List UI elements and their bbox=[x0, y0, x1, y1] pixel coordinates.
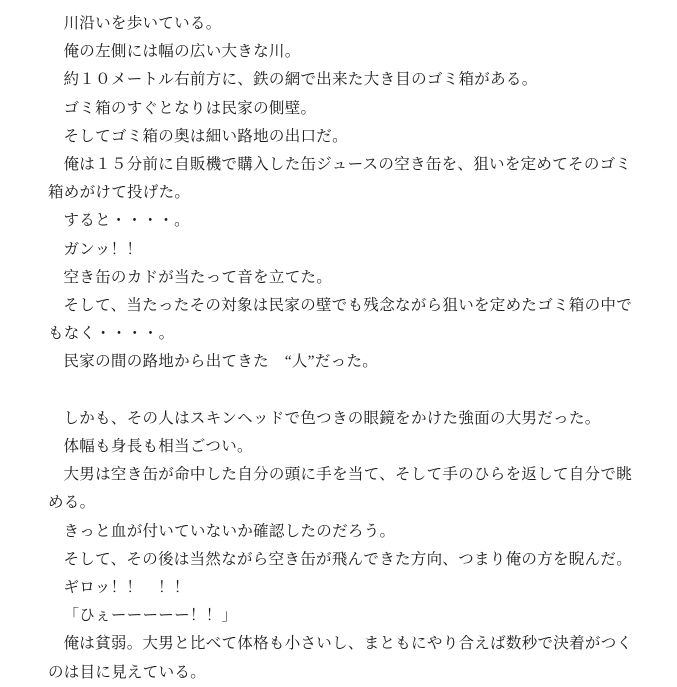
paragraph: ガンッ！！ bbox=[63, 240, 143, 258]
paragraph-spacer bbox=[48, 377, 637, 405]
paragraph: すると・・・・。 bbox=[63, 212, 190, 230]
paragraph: しかも、その人はスキンヘッドで色つきの眼鏡をかけた強面の大男だった。 bbox=[63, 409, 601, 427]
paragraph: そして、当たったその対象は民家の壁でも残念ながら狙いを定めたゴミ箱の中でもなく・・・・。 bbox=[48, 297, 632, 343]
paragraph: ゴミ箱のすぐとなりは民家の側壁。 bbox=[63, 99, 317, 117]
paragraph: 川沿いを歩いている。 bbox=[63, 15, 222, 32]
paragraph: 俺は貧弱。大男と比べて体格も小さいし、まともにやり合えば数秒で決着がつくのは目に見えている。 bbox=[48, 635, 633, 681]
paragraph: そしてゴミ箱の奥は細い路地の出口だ。 bbox=[63, 127, 348, 145]
paragraph: 俺の左側には幅の広い大きな川。 bbox=[63, 43, 301, 61]
paragraph: 俺は１５分前に自販機で購入した缶ジュースの空き缶を、狙いを定めてそのゴミ箱めがけて投げた。 bbox=[48, 156, 632, 202]
paragraph: 体幅も身長も相当ごつい。 bbox=[63, 438, 253, 456]
paragraph: きっと血が付いていないか確認したのだろう。 bbox=[63, 522, 396, 540]
paragraph: そして、その後は当然ながら空き缶が飛んできた方向、つまり俺の方を睨んだ。 bbox=[63, 550, 632, 568]
paragraph: 「ひぇーーーーー！！」 bbox=[63, 607, 238, 625]
document-body bbox=[48, 10, 637, 687]
paragraph: 約１０メートル右前方に、鉄の網で出来た大き目のゴミ箱がある。 bbox=[63, 71, 538, 89]
paragraph: 空き缶のカドが当たって音を立てた。 bbox=[63, 268, 333, 286]
paragraph: ギロッ！！ ！！ bbox=[63, 579, 190, 597]
paragraph: 大男は空き缶が命中した自分の頭に手を当て、そして手のひらを返して自分で眺める。 bbox=[48, 466, 632, 512]
paragraph: 民家の間の路地から出てきた “人”だった。 bbox=[63, 353, 379, 371]
